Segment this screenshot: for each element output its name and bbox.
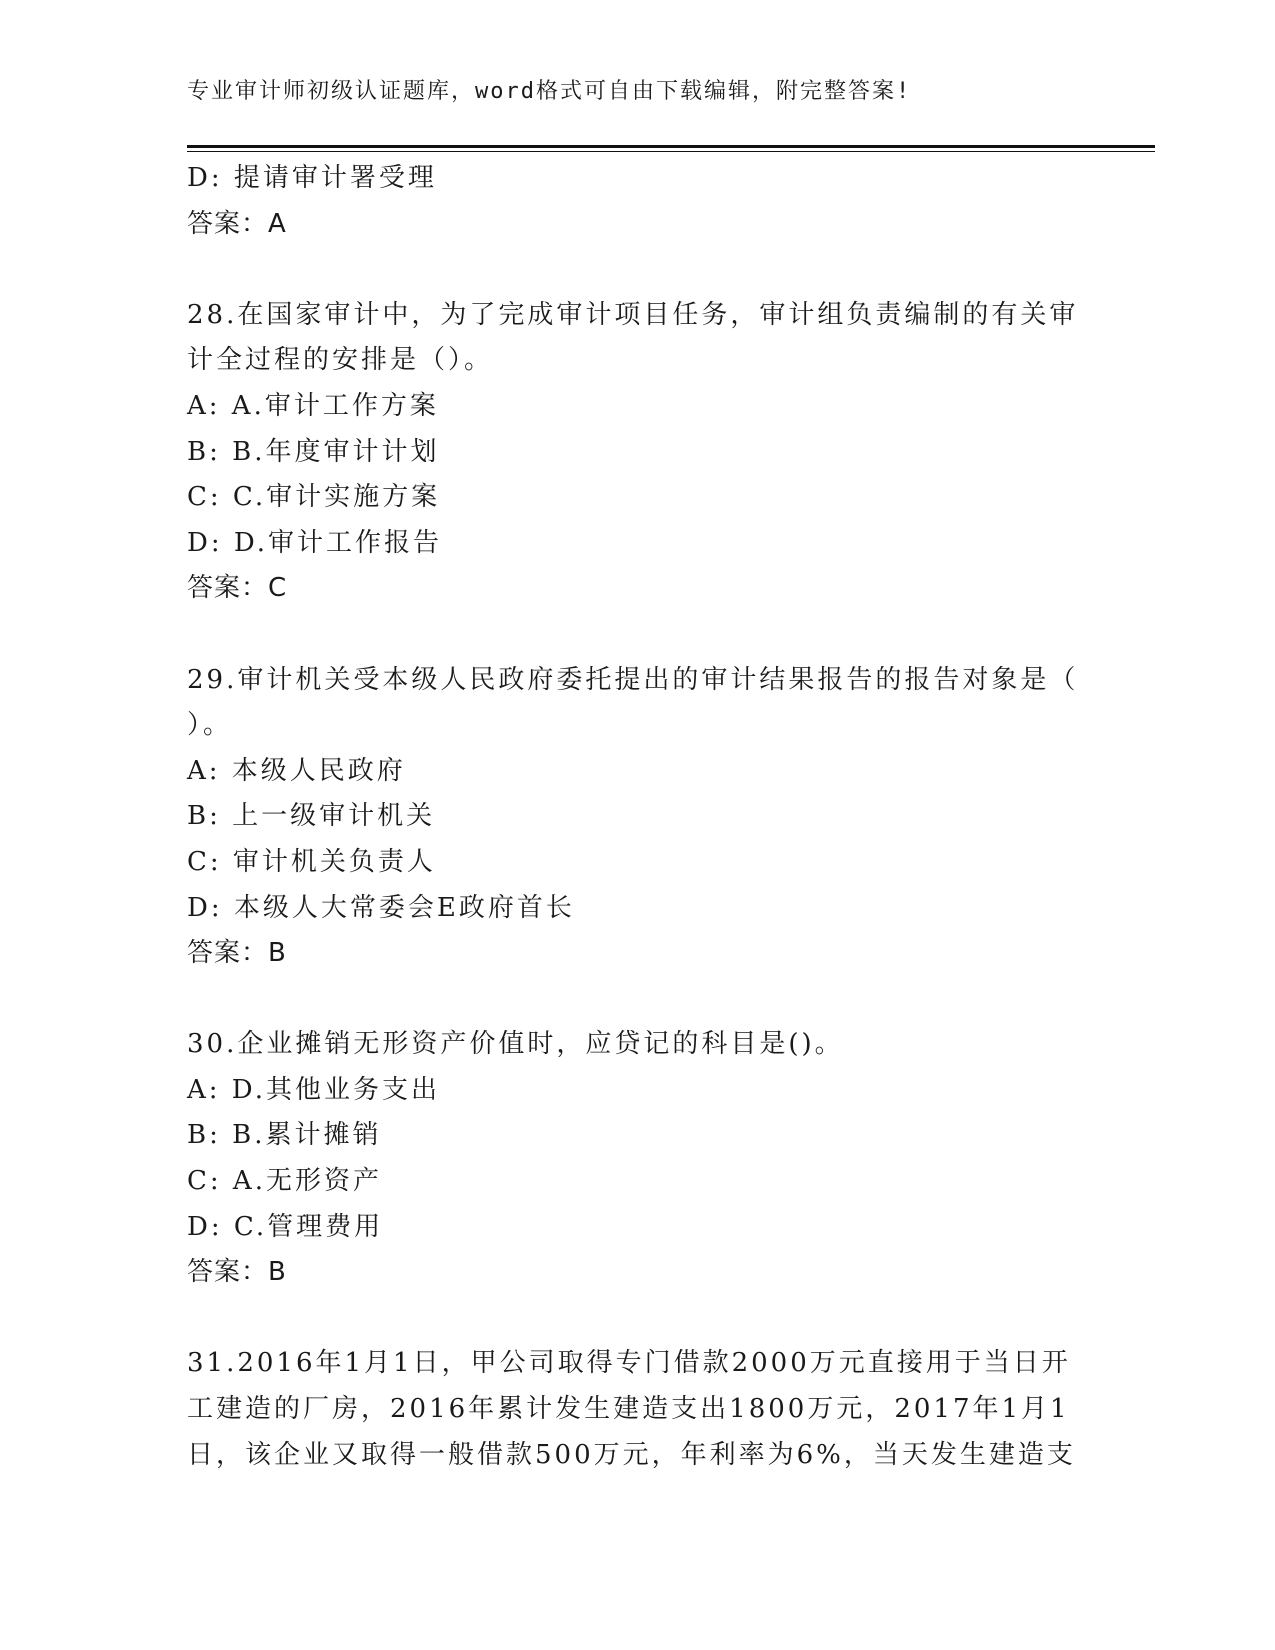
question-stem: 计全过程的安排是（）。 <box>187 345 494 376</box>
question-stem: 工建造的厂房，2016年累计发生建造支出1800万元，2017年1月1 <box>187 1394 1070 1425</box>
answer: 答案：C <box>187 573 288 604</box>
option-c: C: A.无形资产 <box>187 1166 382 1197</box>
question-29 <box>187 658 1087 977</box>
option-d: D: D.审计工作报告 <box>187 527 443 558</box>
question-stem: 30.企业摊销无形资产价值时，应贷记的科目是()。 <box>187 1029 844 1060</box>
answer: 答案：B <box>187 938 287 969</box>
answer: 答案：A <box>187 208 287 239</box>
option-c: C: 审计机关负责人 <box>187 846 436 877</box>
question-30 <box>187 1022 1087 1296</box>
question-stem: 28.在国家审计中，为了完成审计项目任务，审计组负责编制的有关审 <box>187 299 1079 330</box>
question-stem: 29.审计机关受本级人民政府委托提出的审计结果报告的报告对象是（ <box>187 664 1079 695</box>
page-header: 专业审计师初级认证题库，word格式可自由下载编辑，附完整答案! <box>187 79 912 104</box>
question-31 <box>187 1341 1087 1478</box>
document-body <box>187 156 1087 1478</box>
option-a: A: 本级人民政府 <box>187 755 406 786</box>
question-stem: 日，该企业又取得一般借款500万元，年利率为6%，当天发生建造支 <box>187 1439 1076 1470</box>
question-stem: ）。 <box>187 710 233 741</box>
option-a: A: A.审计工作方案 <box>187 390 439 421</box>
answer: 答案：B <box>187 1257 287 1288</box>
option-d: D: C.管理费用 <box>187 1211 384 1242</box>
header-divider-thin <box>187 151 1155 152</box>
option-c: C: C.审计实施方案 <box>187 482 441 513</box>
question-stem: 31.2016年1月1日，甲公司取得专门借款2000万元直接用于当日开 <box>187 1348 1071 1379</box>
header-divider <box>187 145 1155 148</box>
option-b: B: 上一级审计机关 <box>187 801 436 832</box>
option-d: D: 本级人大常委会E政府首长 <box>187 892 575 923</box>
question-28 <box>187 293 1087 612</box>
option-b: B: B.年度审计计划 <box>187 436 440 467</box>
option-b: B: B.累计摊销 <box>187 1120 382 1151</box>
option-a: A: D.其他业务支出 <box>187 1074 440 1105</box>
option-d: D: 提请审计署受理 <box>187 163 437 193</box>
